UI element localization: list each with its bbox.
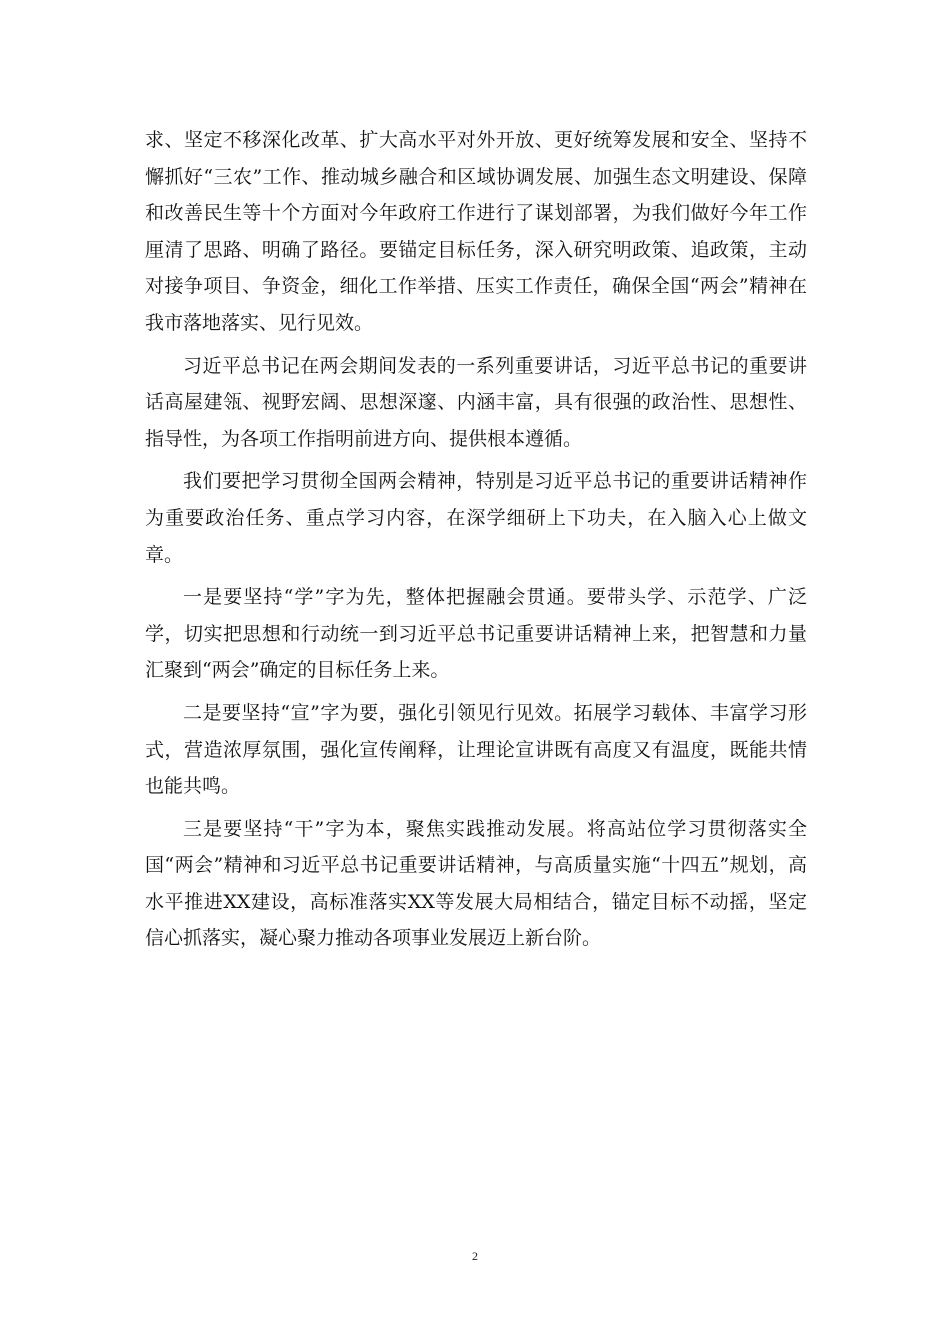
paragraph-speech-intro: 习近平总书记在两会期间发表的一系列重要讲话，习近平总书记的重要讲话高屋建瓴、视野宏阔、思想深邃、内涵丰富，具有很强的政治性、思想性、指导性，为各项工作指明前进方向、提供根本遵循。 [145,354,807,450]
paragraph-point-three: 三是要坚持“干”字为本，聚焦实践推动发展。将高站位学习贯彻落实全国“两会”精神和习近平总书记重要讲话精神，与高质量实施“十四五”规划，高水平推进XX建设，高标准落实XX等发展大局相结合，锚定目标不动摇，坚定信心抓落实，凝心聚力推动各项事业发展迈上新台阶。 [145,817,807,950]
paragraph-continued: 求、坚定不移深化改革、扩大高水平对外开放、更好统筹发展和安全、坚持不懈抓好“三农”工作、推动城乡融合和区域协调发展、加强生态文明建设、保障和改善民生等十个方面对今年政府工作进行了谋划部署，为我们做好今年工作厘清了思路、明确了路径。要锚定目标任务，深入研究明政策、追政策，主动对接争项目、争资金，细化工作举措、压实工作责任，确保全国“两会”精神在我市落地落实、见行见效。 [145,129,807,334]
paragraph-study-task: 我们要把学习贯彻全国两会精神，特别是习近平总书记的重要讲话精神作为重要政治任务、重点学习内容，在深学细研上下功夫，在入脑入心上做文章。 [145,470,807,566]
document-body [145,122,807,963]
paragraph-point-two: 二是要坚持“宣”字为要，强化引领见行见效。拓展学习载体、丰富学习形式，营造浓厚氛围，强化宣传阐释，让理论宣讲既有高度又有温度，既能共情也能共鸣。 [145,701,807,798]
page-number: 2 [472,1249,478,1263]
paragraph-point-one: 一是要坚持“学”字为先，整体把握融会贯通。要带头学、示范学、广泛学，切实把思想和行动统一到习近平总书记重要讲话精神上来，把智慧和力量汇聚到“两会”确定的目标任务上来。 [145,586,807,682]
